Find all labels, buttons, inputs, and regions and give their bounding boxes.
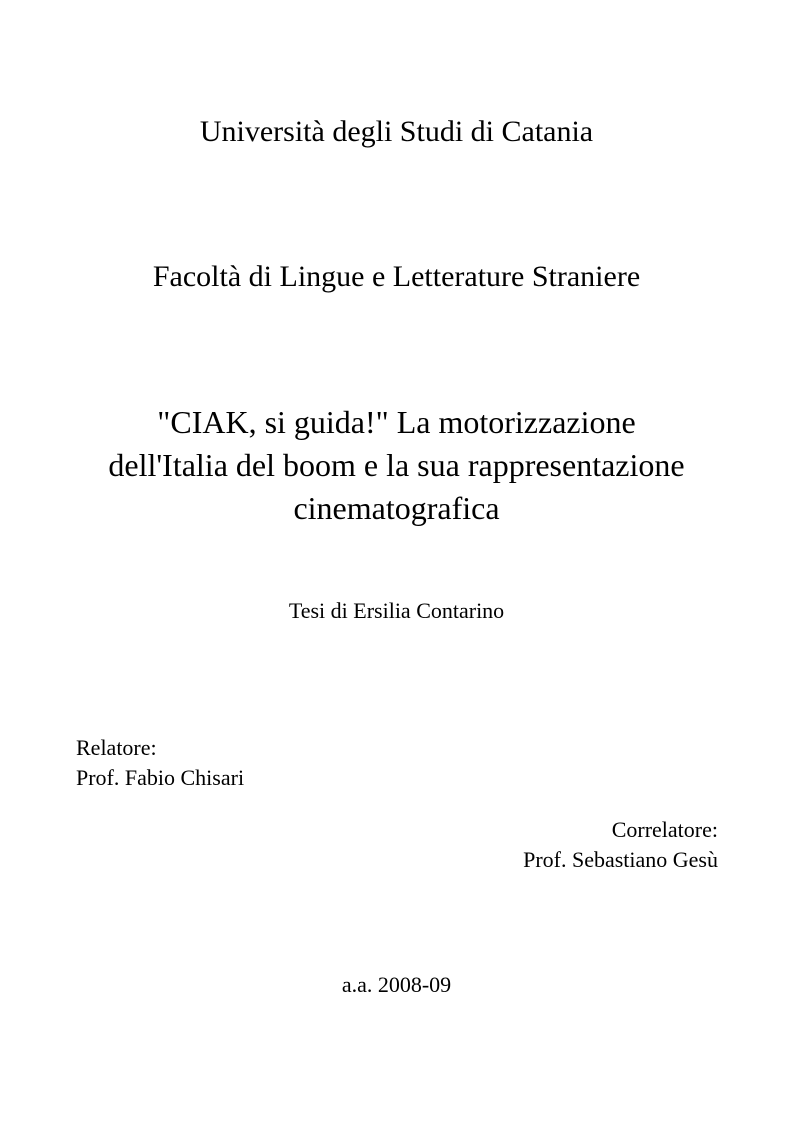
thesis-title [0, 401, 793, 530]
thesis-author: Tesi di Ersilia Contarino [288, 598, 505, 623]
relatore-name: Prof. Fabio Chisari [76, 765, 245, 790]
thesis-title-line: "CIAK, si guida!" La motorizzazione [157, 404, 636, 440]
university-name: Università degli Studi di Catania [199, 115, 594, 148]
relatore-label: Relatore: [76, 735, 157, 760]
faculty-name: Facoltà di Lingue e Letterature Straniere [152, 260, 641, 293]
academic-year: a.a. 2008-09 [341, 972, 452, 997]
thesis-title-line: dell'Italia del boom e la sua rappresentazione [108, 447, 685, 483]
correlatore-label: Correlatore: [611, 817, 718, 842]
thesis-title-line: cinematografica [293, 490, 500, 526]
correlatore-name: Prof. Sebastiano Gesù [523, 847, 718, 872]
correlatore-block [523, 815, 718, 875]
relatore-block [76, 733, 244, 793]
